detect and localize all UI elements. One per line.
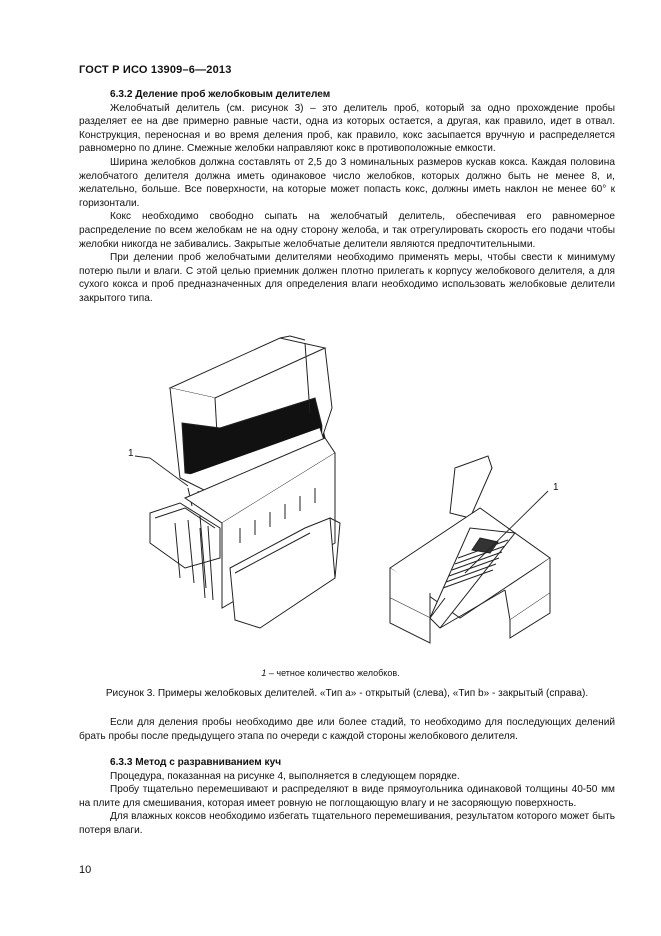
figure-note xyxy=(0,668,661,678)
closed-riffle-divider-drawing xyxy=(390,456,550,643)
section-6-3-2 xyxy=(79,88,615,306)
standard-header: ГОСТ Р ИСО 13909–6—2013 xyxy=(79,64,232,76)
paragraph: Для влажных коксов необходимо избегать тщательного перемешивания, результатом которого может быть потеря влаги. xyxy=(79,811,615,836)
paragraph: Если для деления пробы необходимо две или более стадий, то необходимо для последующих делений брать пробы после предыдущего этапа по очереди с каждой стороны желобкового делителя. xyxy=(79,717,615,742)
paragraph: При делении проб желобчатыми делителями необходимо применять меры, чтобы свести к минимуму потерю пыли и влаги. С этой целью приемник должен плотно прилегать к корпусу желобкового делителя, а для сухого кокса и проб предназначенных для определения влаги необходимо использовать желобковые делители закрытого типа. xyxy=(79,252,615,304)
figure-3-riffle-dividers xyxy=(110,328,600,648)
figure-caption: Рисунок 3. Примеры желобковых делителей. «Тип а» - открытый (слева), «Тип b» - закрытый (справа). xyxy=(105,688,589,699)
paragraph: Кокс необходимо свободно сыпать на желобчатый делитель, обеспечивая его равномерное распределение по всем желобкам не на одну сторону желоба, и так отрегулировать скорость его подачи чтобы желобки никогда не забивались. Закрытые желобчатые делители являются предпочтительными. xyxy=(79,211,615,250)
callout-label-right: 1 xyxy=(553,482,559,493)
paragraph: Пробу тщательно перемешивают и распределяют в виде прямоугольника одинаковой толщины 40-50 мм на плите для смешивания, которая имеет ровную не поглощающую влагу и не засоряющую поверхность. xyxy=(79,784,615,809)
paragraph: Процедура, показанная на рисунке 4, выполняется в следующем порядке. xyxy=(110,770,460,782)
callout-label-left: 1 xyxy=(128,448,134,459)
paragraph: Желобчатый делитель (см. рисунок 3) – это делитель проб, который за одно прохождение пробы разделяет ее на две примерно равные части, одна из которых остается, а другая, как правило, идет в отвал. Конструкция, переносная и во время деления проб, как правило, кокс засыпается вручную и распределяется равномерно по длине. Смежные желобки направляют кокс в противоположные емкости. xyxy=(79,102,615,155)
section-heading: 6.3.3 Метод с разравниванием куч xyxy=(110,757,282,768)
section-heading: 6.3.2 Деление проб желобковым делителем xyxy=(110,89,331,100)
figure-3-drawing xyxy=(110,328,600,648)
page-number: 10 xyxy=(79,864,92,876)
figure-note-text: – четное количество желобков. xyxy=(266,668,400,678)
open-riffle-divider-drawing xyxy=(150,336,340,628)
paragraph: Ширина желобков должна составлять от 2,5 до 3 номинальных размеров кускав кокса. Каждая половина желобчатого делителя должна иметь одинаковое число желобков, которых должно быть не менее 8, и, желательно, больше. Все поверхности, на которые может попасть кокс, должны иметь наклон не менее 60° к горизонтали. xyxy=(79,156,615,209)
section-6-3-3 xyxy=(79,756,615,838)
figure-note-key: 1 xyxy=(261,668,267,678)
after-figure-text xyxy=(79,716,615,743)
